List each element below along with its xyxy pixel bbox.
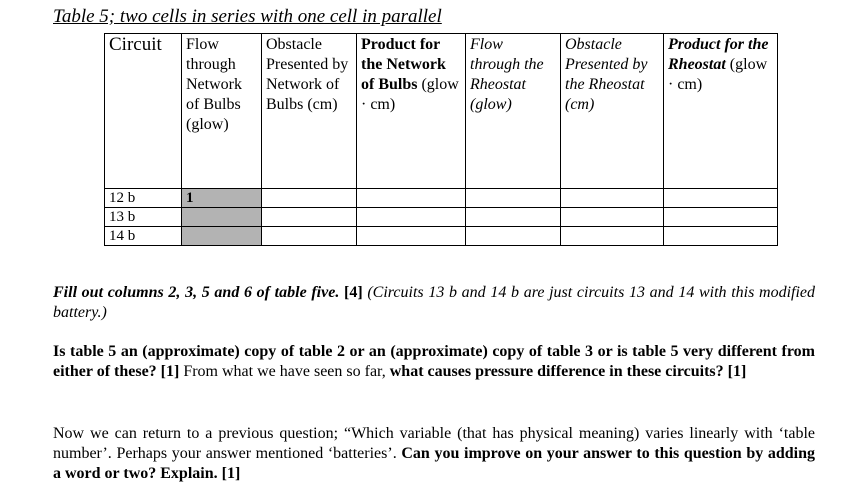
cell-obstacle[interactable] xyxy=(262,189,357,208)
header-flow-rheostat: Flow through the Rheostat (glow) xyxy=(466,34,561,189)
cell-circuit: 14 b xyxy=(105,227,182,246)
cell-flow[interactable] xyxy=(182,227,262,246)
cell-rheostat-obstacle[interactable] xyxy=(561,227,664,246)
cell-rheostat-product[interactable] xyxy=(664,227,778,246)
cell-product[interactable] xyxy=(357,227,466,246)
instruction-paragraph xyxy=(53,283,815,323)
header-product-rheostat-unit: (glow · cm) xyxy=(668,56,768,93)
instruction-marks: [4] xyxy=(339,284,368,301)
table-row xyxy=(105,227,778,246)
question-1-normal: From what we have seen so far, xyxy=(179,363,390,380)
question-2-bold: Can you improve on your answer to this question by adding a word or two? Explain. [1] xyxy=(53,445,816,482)
cell-rheostat-obstacle[interactable] xyxy=(561,189,664,208)
cell-flow[interactable]: 1 xyxy=(182,189,262,208)
header-product-rheostat-label: Product for the Rheostat xyxy=(668,36,769,73)
header-product-rheostat xyxy=(664,34,778,189)
question-1-bold: Is table 5 an (approximate) copy of table 2 or an (approximate) copy of table 3 or is table 5 very different from either of these? [1] xyxy=(53,343,815,380)
cell-circuit: 12 b xyxy=(105,189,182,208)
cell-product[interactable] xyxy=(357,208,466,227)
table-caption: Table 5; two cells in series with one cell in parallel xyxy=(53,6,442,27)
cell-flow[interactable] xyxy=(182,208,262,227)
cell-circuit: 13 b xyxy=(105,208,182,227)
table-header-row xyxy=(105,34,778,189)
cell-rheostat-product[interactable] xyxy=(664,189,778,208)
results-table xyxy=(104,33,778,246)
header-product-bulbs-unit: (glow · cm) xyxy=(361,76,459,113)
cell-obstacle[interactable] xyxy=(262,208,357,227)
header-flow-bulbs: Flow through Network of Bulbs (glow) xyxy=(182,34,262,189)
cell-rheostat-flow[interactable] xyxy=(466,227,561,246)
instruction-note: (Circuits 13 b and 14 b are just circuits 13 and 14 with this modified battery.) xyxy=(53,284,816,321)
question-paragraph-2 xyxy=(53,424,815,484)
header-obstacle-rheostat: Obstacle Presented by the Rheostat (cm) xyxy=(561,34,664,189)
header-obstacle-bulbs: Obstacle Presented by Network of Bulbs (cm) xyxy=(262,34,357,189)
header-circuit: Circuit xyxy=(105,34,182,189)
cell-obstacle[interactable] xyxy=(262,227,357,246)
header-product-bulbs xyxy=(357,34,466,189)
header-product-bulbs-label: Product for the Network of Bulbs xyxy=(361,36,446,93)
instruction-bold: Fill out columns 2, 3, 5 and 6 of table five. xyxy=(53,284,340,301)
cell-rheostat-flow[interactable] xyxy=(466,189,561,208)
question-2-normal: Now we can return to a previous question; “Which variable (that has physical meaning) varies linearly with ‘table number’. Perhaps your answer mentioned ‘batteries’. xyxy=(53,425,815,462)
cell-product[interactable] xyxy=(357,189,466,208)
cell-rheostat-obstacle[interactable] xyxy=(561,208,664,227)
question-paragraph-1 xyxy=(53,342,815,382)
table-row xyxy=(105,189,778,208)
question-1-bold-2: what causes pressure difference in these circuits? [1] xyxy=(389,363,747,380)
table-row xyxy=(105,208,778,227)
cell-rheostat-product[interactable] xyxy=(664,208,778,227)
cell-rheostat-flow[interactable] xyxy=(466,208,561,227)
